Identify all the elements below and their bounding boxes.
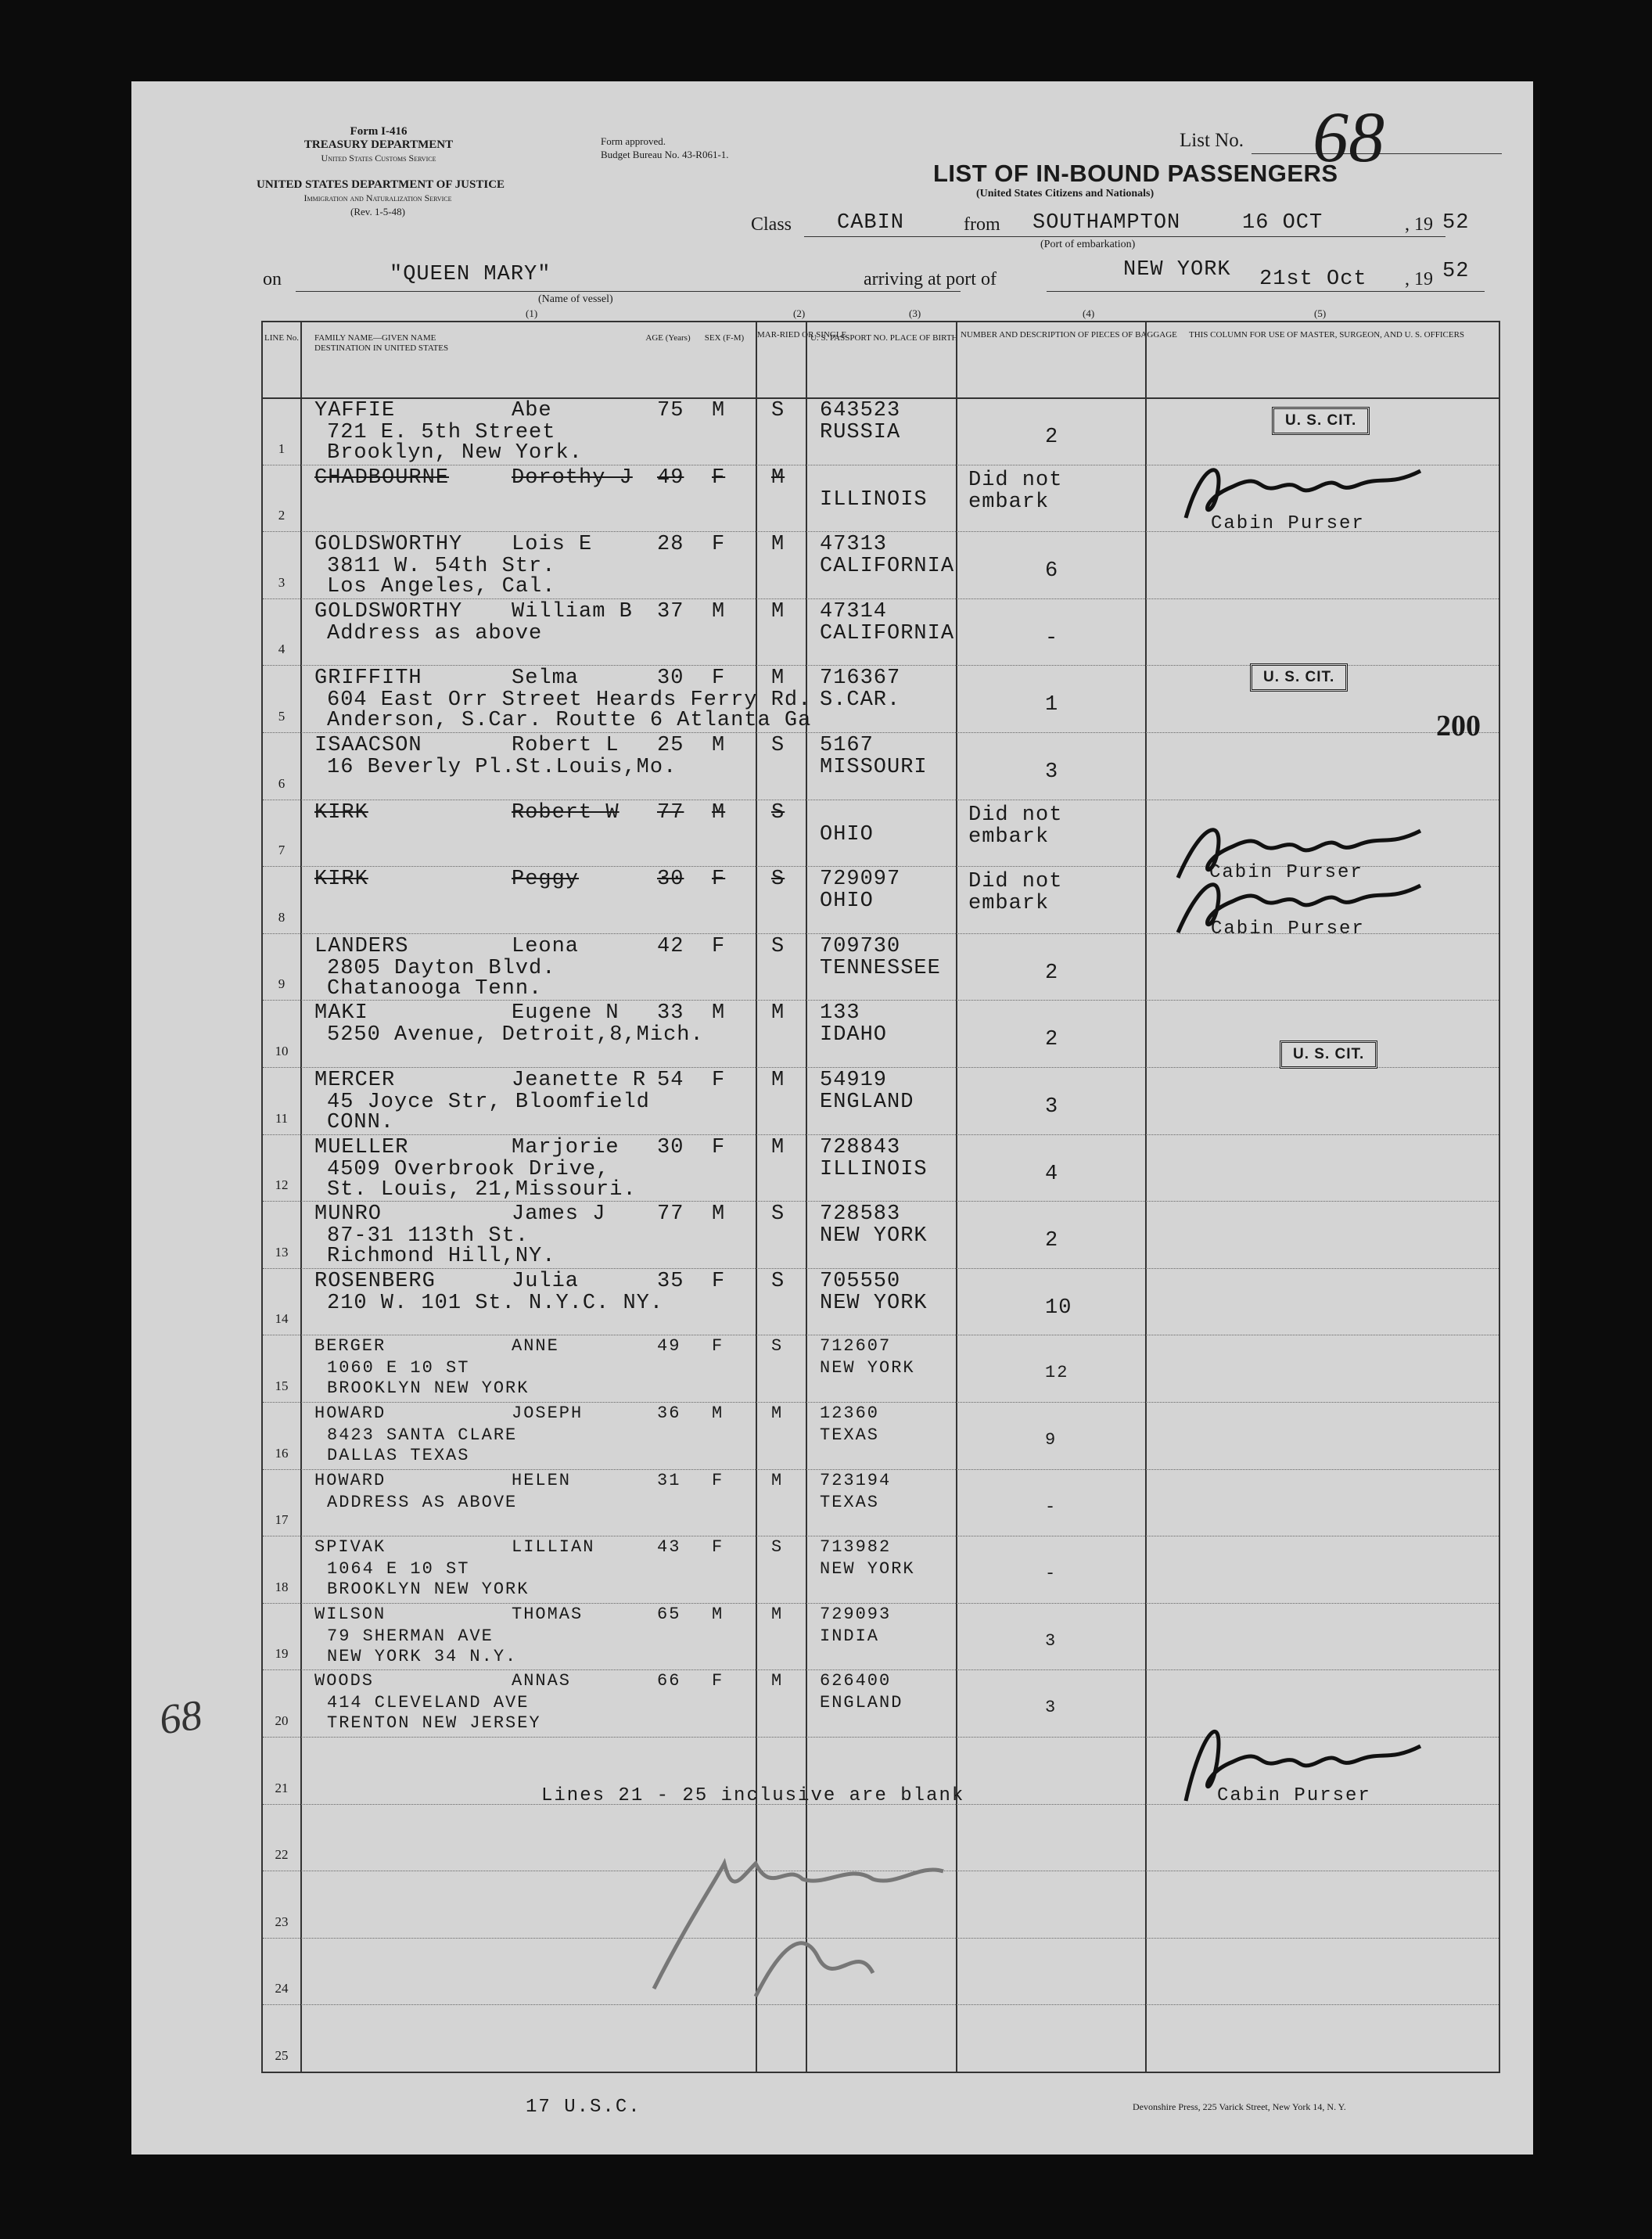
place-of-birth: TEXAS (820, 1425, 880, 1445)
age: 33 (657, 1001, 684, 1026)
place-of-birth: CALIFORNIA (820, 621, 955, 645)
address-line-2: Brooklyn, New York. (327, 441, 583, 465)
marital-status: M (771, 1135, 785, 1159)
table-row (263, 1268, 1499, 1335)
sex: M (712, 734, 726, 757)
place-of-birth: NEW YORK (820, 1559, 915, 1580)
given-name: Marjorie (512, 1135, 620, 1159)
address-line-1: 5250 Avenue, Detroit,8,Mich. (327, 1023, 704, 1048)
address-line-1: 210 W. 101 St. N.Y.C. NY. (327, 1291, 664, 1315)
col-number-2: (2) (793, 307, 806, 319)
baggage-count: 2 (1045, 426, 1059, 449)
address-line-2: CONN. (327, 1111, 395, 1134)
age: 75 (657, 399, 684, 422)
manifest-table (261, 321, 1500, 2073)
line-number: 13 (275, 1244, 289, 1260)
age: 31 (657, 1470, 681, 1490)
place-of-birth: IDAHO (820, 1023, 888, 1048)
marital-status: M (771, 1470, 784, 1490)
marital-status: S (771, 1336, 784, 1357)
baggage-count: 3 (1045, 1630, 1058, 1651)
place-of-birth: OHIO (820, 822, 874, 846)
place-of-birth: ENGLAND (820, 1091, 914, 1114)
on-label: on (263, 269, 282, 289)
given-name: Jeanette R (512, 1069, 647, 1092)
given-name: William B (512, 599, 633, 624)
family-name: MUELLER (314, 1135, 409, 1159)
address-line-2: DALLAS TEXAS (327, 1446, 470, 1465)
passport-number: 728583 (820, 1202, 901, 1227)
baggage-count: - (1045, 1497, 1058, 1517)
place-of-birth: ILLINOIS (820, 487, 928, 512)
family-name: KIRK (314, 800, 368, 825)
class-label: Class (751, 214, 792, 235)
place-of-birth: S.CAR. (820, 688, 901, 713)
purser-signature (1170, 846, 1436, 948)
given-name: Robert W (512, 800, 620, 825)
line-number: 24 (275, 1981, 289, 1996)
age: 25 (657, 734, 684, 757)
marital-status: M (771, 1001, 785, 1026)
line-number: 21 (275, 1780, 289, 1795)
sex: F (712, 1336, 724, 1357)
age: 43 (657, 1537, 681, 1558)
given-name: THOMAS (512, 1604, 584, 1624)
baggage-count: 3 (1045, 1095, 1059, 1119)
sex: M (712, 1001, 726, 1026)
line-number: 16 (275, 1445, 289, 1461)
address-line-2: BROOKLYN NEW YORK (327, 1378, 530, 1399)
address-line-1: Address as above (327, 621, 543, 645)
baggage-note: Did not embark (968, 468, 1063, 514)
table-row (263, 1402, 1499, 1469)
table-row (263, 531, 1499, 598)
sex: F (712, 1135, 726, 1159)
line-number: 22 (275, 1847, 289, 1863)
marital-status: S (771, 734, 785, 757)
address-line-1: 87-31 113th St. (327, 1224, 530, 1249)
family-name: HOWARD (314, 1470, 386, 1490)
col-header-line: LINE No. (264, 333, 299, 343)
table-row (263, 1201, 1499, 1268)
baggage-count: 9 (1045, 1430, 1058, 1450)
line-number: 25 (275, 2047, 289, 2063)
age: 42 (657, 934, 684, 958)
marital-status: M (771, 1403, 784, 1423)
marital-status: S (771, 1269, 785, 1293)
col-header-passport: U. S. PASSPORT NO. PLACE OF BIRTH (810, 333, 958, 343)
year-label: , 19 (1405, 214, 1433, 235)
given-name: Leona (512, 934, 580, 958)
address-line-1: 1064 E 10 ST (327, 1559, 470, 1580)
sex: M (712, 1403, 724, 1423)
col-number-4: (4) (1083, 307, 1095, 319)
page-subtitle: (United States Citizens and Nationals) (976, 188, 1155, 199)
address-line-2: St. Louis, 21,Missouri. (327, 1177, 637, 1202)
age: 30 (657, 667, 684, 691)
sex: F (712, 1269, 726, 1293)
baggage-count: - (1045, 1564, 1058, 1584)
given-name: ANNE (512, 1336, 559, 1357)
line-number: 9 (278, 976, 286, 992)
approval-block (601, 135, 729, 161)
list-no-handwritten: 68 (1313, 97, 1384, 177)
baggage-count: 2 (1045, 961, 1059, 985)
baggage-count: 3 (1045, 760, 1059, 784)
purser-note: Cabin Purser (1211, 918, 1365, 940)
baggage-count: 6 (1045, 559, 1059, 584)
marital-status: M (771, 533, 785, 557)
ins-service: Immigration and Naturalization Service (303, 192, 452, 203)
address-line-1: 1060 E 10 ST (327, 1358, 470, 1378)
family-name: BERGER (314, 1336, 386, 1357)
port-caption: (Port of embarkation) (1040, 239, 1136, 250)
marital-status: S (771, 399, 785, 422)
sex: F (712, 1470, 724, 1490)
age: 49 (657, 465, 684, 490)
given-name: Julia (512, 1269, 580, 1293)
place-of-birth: NEW YORK (820, 1291, 928, 1315)
table-row (263, 1536, 1499, 1603)
place-of-birth: RUSSIA (820, 421, 901, 444)
us-cit-stamp: U. S. CIT. (1280, 1040, 1377, 1069)
line-number: 3 (278, 574, 286, 590)
address-line-2: Anderson, S.Car. Routte 6 Atlanta Ga (327, 709, 812, 733)
given-name: Selma (512, 667, 580, 691)
sex: F (712, 1671, 724, 1691)
marital-status: M (771, 1069, 785, 1092)
purser-note: Cabin Purser (1209, 862, 1363, 883)
from-port: SOUTHAMPTON (1032, 211, 1181, 235)
table-row (263, 1469, 1499, 1536)
marital-status: M (771, 465, 785, 490)
family-name: YAFFIE (314, 399, 396, 422)
col-header-sex: SEX (F-M) (704, 333, 745, 343)
footer-usc: 17 U.S.C. (526, 2097, 641, 2118)
form-header-justice (257, 178, 505, 218)
age: 30 (657, 868, 684, 892)
line-number: 12 (275, 1177, 289, 1193)
line-number: 4 (278, 642, 286, 657)
passport-number: 712607 (820, 1336, 892, 1357)
sex: F (712, 868, 726, 892)
form-number: Form I-416 (350, 125, 408, 138)
marital-status: M (771, 667, 785, 691)
address-line-1: 414 CLEVELAND AVE (327, 1693, 530, 1713)
age: 77 (657, 800, 684, 825)
family-name: CHADBOURNE (314, 465, 450, 490)
list-no-label: List No. (1180, 130, 1244, 151)
col-header-name: FAMILY NAME—GIVEN NAME DESTINATION IN UNITED STATES (314, 333, 449, 353)
baggage-count: 4 (1045, 1162, 1059, 1186)
baggage-count: 1 (1045, 693, 1059, 717)
given-name: Robert L (512, 734, 620, 757)
line-number: 1 (278, 440, 286, 456)
sex: M (712, 1202, 726, 1227)
departure-date: 16 OCT (1242, 211, 1323, 235)
place-of-birth: TEXAS (820, 1492, 880, 1512)
line-number: 8 (278, 909, 286, 925)
age: 77 (657, 1202, 684, 1227)
sex: F (712, 1069, 726, 1092)
passport-number: 643523 (820, 399, 901, 422)
address-line-2: Richmond Hill,NY. (327, 1245, 556, 1269)
table-row (263, 1335, 1499, 1402)
line-number: 20 (275, 1712, 289, 1728)
family-name: MAKI (314, 1001, 368, 1026)
baggage-count: 2 (1045, 1229, 1059, 1253)
arrival-date: 21st Oct (1259, 268, 1367, 291)
col-header-officers: THIS COLUMN FOR USE OF MASTER, SURGEON, AND U. S. OFFICERS (1188, 330, 1465, 340)
sex: M (712, 800, 726, 825)
sex: M (712, 1604, 724, 1624)
us-cit-stamp: U. S. CIT. (1250, 663, 1348, 692)
address-line-2: TRENTON NEW JERSEY (327, 1713, 541, 1734)
line-number: 19 (275, 1646, 289, 1662)
passport-number: 626400 (820, 1671, 892, 1691)
address-line-2: Chatanooga Tenn. (327, 976, 543, 1001)
address-line-1: 79 SHERMAN AVE (327, 1626, 494, 1646)
given-name: HELEN (512, 1470, 572, 1490)
marital-status: S (771, 868, 785, 892)
revision: (Rev. 1-5-48) (350, 206, 405, 217)
inspector-signature (638, 1832, 967, 2012)
marital-status: M (771, 1604, 784, 1624)
family-name: LANDERS (314, 934, 409, 958)
marital-status: S (771, 1202, 785, 1227)
purser-signature (1170, 1699, 1436, 1817)
col-number-3: (3) (909, 307, 921, 319)
vessel-name: "QUEEN MARY" (390, 263, 551, 286)
family-name: SPIVAK (314, 1537, 386, 1558)
address-line-1: 45 Joyce Str, Bloomfield (327, 1091, 650, 1114)
age: 49 (657, 1336, 681, 1357)
family-name: ISAACSON (314, 734, 422, 757)
given-name: Lois E (512, 533, 593, 557)
address-line-1: ADDRESS AS ABOVE (327, 1492, 518, 1512)
family-name: MERCER (314, 1069, 396, 1092)
place-of-birth: OHIO (820, 889, 874, 914)
baggage-count: 12 (1045, 1363, 1069, 1383)
marital-status: S (771, 934, 785, 958)
passport-number: 133 (820, 1001, 860, 1026)
baggage-count: - (1045, 626, 1059, 650)
col-header-age: AGE (Years) (645, 333, 691, 343)
passport-number: 12360 (820, 1403, 880, 1423)
arrival-year-label: , 19 (1405, 269, 1433, 289)
family-name: GRIFFITH (314, 667, 422, 691)
form-header-treasury (269, 125, 488, 165)
sex: F (712, 533, 726, 557)
given-name: JOSEPH (512, 1403, 584, 1423)
address-line-2: BROOKLYN NEW YORK (327, 1580, 530, 1600)
given-name: Abe (512, 399, 552, 422)
family-name: GOLDSWORTHY (314, 533, 463, 557)
margin-note: 68 (156, 1691, 205, 1744)
line-number: 5 (278, 708, 286, 724)
place-of-birth: INDIA (820, 1626, 880, 1646)
line-number: 14 (275, 1311, 289, 1327)
col-number-5: (5) (1314, 307, 1327, 319)
sex: F (712, 1537, 724, 1558)
given-name: Peggy (512, 868, 580, 892)
sex: F (712, 465, 726, 490)
passport-number: 47314 (820, 599, 888, 624)
place-of-birth: NEW YORK (820, 1358, 915, 1378)
passport-number: 705550 (820, 1269, 901, 1293)
address-line-2: NEW YORK 34 N.Y. (327, 1646, 518, 1666)
marital-status: S (771, 800, 785, 825)
place-of-birth: NEW YORK (820, 1224, 928, 1249)
given-name: Dorothy J (512, 465, 633, 490)
class-value: CABIN (837, 211, 905, 235)
family-name: GOLDSWORTHY (314, 599, 463, 624)
passport-number: 723194 (820, 1470, 892, 1490)
place-of-birth: ENGLAND (820, 1693, 903, 1713)
age: 30 (657, 1135, 684, 1159)
given-name: James J (512, 1202, 606, 1227)
line-number: 10 (275, 1043, 289, 1058)
sex: M (712, 399, 726, 422)
table-row (263, 2004, 1499, 2072)
address-line-1: 16 Beverly Pl.St.Louis,Mo. (327, 756, 677, 779)
arrival-port: NEW YORK (1123, 258, 1231, 282)
table-row (263, 598, 1499, 666)
baggage-note: Did not embark (968, 803, 1063, 849)
baggage-count: 3 (1045, 1698, 1058, 1718)
address-line-1: 604 East Orr Street Heards Ferry Rd. (327, 688, 812, 713)
line-number: 11 (275, 1110, 289, 1126)
vessel-caption: (Name of vessel) (538, 293, 613, 305)
passport-number: 728843 (820, 1135, 901, 1159)
address-line-1: 4509 Overbrook Drive, (327, 1157, 610, 1181)
passport-number: 713982 (820, 1537, 892, 1558)
passport-number: 709730 (820, 934, 901, 958)
address-line-1: 3811 W. 54th Str. (327, 555, 556, 579)
age: 37 (657, 599, 684, 624)
line-number: 17 (275, 1512, 289, 1528)
marital-status: S (771, 1537, 784, 1558)
table-row (263, 732, 1499, 800)
marital-status: M (771, 599, 785, 624)
given-name: Eugene N (512, 1001, 620, 1026)
purser-note: Cabin Purser (1211, 513, 1365, 534)
departure-year: 52 (1442, 211, 1470, 235)
table-row (263, 1603, 1499, 1670)
place-of-birth: MISSOURI (820, 756, 928, 779)
given-name: ANNAS (512, 1671, 572, 1691)
passenger-count: 200 (1436, 710, 1481, 742)
printer-imprint: Devonshire Press, 225 Varick Street, New York 14, N. Y. (1133, 2101, 1346, 2112)
family-name: KIRK (314, 868, 368, 892)
passport-number: 716367 (820, 667, 901, 691)
col-header-baggage: NUMBER AND DESCRIPTION OF PIECES OF BAGGAGE (961, 330, 1177, 340)
passport-number: 47313 (820, 533, 888, 557)
customs-service: United States Customs Service (321, 153, 436, 164)
family-name: MUNRO (314, 1202, 382, 1227)
age: 28 (657, 533, 684, 557)
given-name: LILLIAN (512, 1537, 595, 1558)
place-of-birth: TENNESSEE (820, 956, 941, 980)
arriving-label: arriving at port of (864, 269, 997, 289)
col-number-1: (1) (526, 307, 538, 319)
baggage-count: 10 (1045, 1296, 1072, 1320)
line-number: 18 (275, 1579, 289, 1594)
family-name: ROSENBERG (314, 1269, 436, 1293)
marital-status: M (771, 1671, 784, 1691)
us-cit-stamp: U. S. CIT. (1272, 407, 1370, 435)
address-line-1: 2805 Dayton Blvd. (327, 956, 556, 980)
treasury-dept: TREASURY DEPARTMENT (303, 138, 454, 151)
form-approved: Form approved. (601, 135, 666, 147)
line-number: 2 (278, 508, 286, 523)
place-of-birth: ILLINOIS (820, 1157, 928, 1181)
page-title: LIST OF IN-BOUND PASSENGERS (933, 160, 1338, 187)
family-name: WOODS (314, 1671, 375, 1691)
age: 65 (657, 1604, 681, 1624)
age: 36 (657, 1403, 681, 1423)
purser-signature (1170, 432, 1436, 534)
purser-note: Cabin Purser (1217, 1785, 1371, 1806)
passport-number: 54919 (820, 1069, 888, 1092)
age: 54 (657, 1069, 684, 1092)
family-name: WILSON (314, 1604, 386, 1624)
sex: F (712, 667, 726, 691)
age: 66 (657, 1671, 681, 1691)
blank-lines-note: Lines 21 - 25 inclusive are blank (541, 1785, 965, 1806)
family-name: HOWARD (314, 1403, 386, 1423)
justice-dept: UNITED STATES DEPARTMENT OF JUSTICE (257, 178, 505, 191)
baggage-count: 2 (1045, 1028, 1059, 1052)
col-header-married: MAR-RIED OR SINGLE (757, 330, 847, 340)
address-line-2: Los Angeles, Cal. (327, 575, 556, 599)
line-number: 6 (278, 775, 286, 791)
sex: F (712, 934, 726, 958)
passport-number: 729097 (820, 868, 901, 892)
table-row (263, 1134, 1499, 1202)
address-line-1: 721 E. 5th Street (327, 421, 556, 444)
address-line-1: 8423 SANTA CLARE (327, 1425, 518, 1445)
passport-number: 5167 (820, 734, 874, 757)
line-number: 7 (278, 843, 286, 858)
age: 35 (657, 1269, 684, 1293)
baggage-note: Did not embark (968, 870, 1063, 916)
manifest-page (131, 81, 1533, 2155)
sex: M (712, 599, 726, 624)
from-label: from (964, 214, 1000, 235)
arrival-year: 52 (1442, 260, 1470, 283)
line-number: 23 (275, 1914, 289, 1929)
line-number: 15 (275, 1378, 289, 1393)
table-row (263, 1067, 1499, 1134)
place-of-birth: CALIFORNIA (820, 555, 955, 579)
budget-bureau: Budget Bureau No. 43-R061-1. (601, 149, 729, 160)
passport-number: 729093 (820, 1604, 892, 1624)
